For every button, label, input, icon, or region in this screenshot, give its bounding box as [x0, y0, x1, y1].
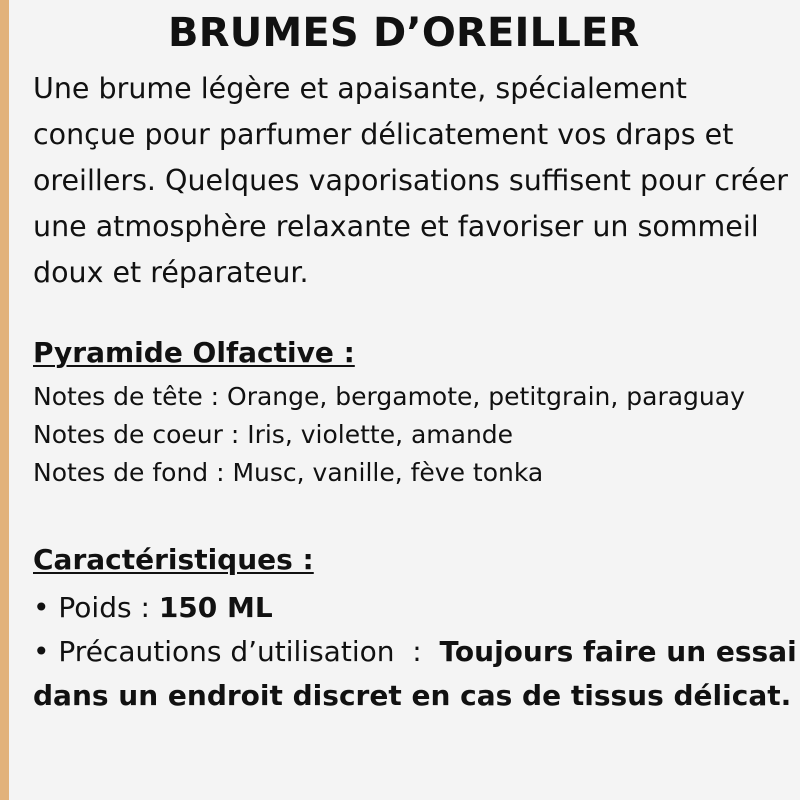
- top-notes: Notes de tête : Orange, bergamote, petitgrain, paraguay: [33, 382, 745, 411]
- product-title: BRUMES D’OREILLER: [168, 10, 640, 56]
- product-intro: Une brume légère et apaisante, spécialement conçue pour parfumer délicatement vos draps et oreillers. Quelques vaporisations suffisent pour créer une atmosphère relaxante et favoriser un sommeil doux et réparateur.: [33, 72, 788, 289]
- precautions-line: [33, 630, 798, 718]
- pyramid-heading: Pyramide Olfactive :: [33, 336, 355, 369]
- precautions-value: Toujours faire un essai dans un endroit discret en cas de tissus délicat.: [33, 635, 797, 712]
- left-accent-stripe: [0, 0, 9, 800]
- weight-value: 150 ML: [158, 591, 273, 624]
- base-notes: Notes de fond : Musc, vanille, fève tonka: [33, 458, 544, 487]
- precautions-label: • Précautions d’utilisation :: [33, 635, 440, 668]
- heart-notes: Notes de coeur : Iris, violette, amande: [33, 420, 514, 449]
- weight-line: [33, 586, 798, 630]
- olfactive-notes-list: [33, 378, 745, 492]
- characteristics-heading: Caractéristiques :: [33, 543, 314, 576]
- weight-label: • Poids :: [33, 591, 159, 624]
- characteristics-list: [33, 586, 798, 718]
